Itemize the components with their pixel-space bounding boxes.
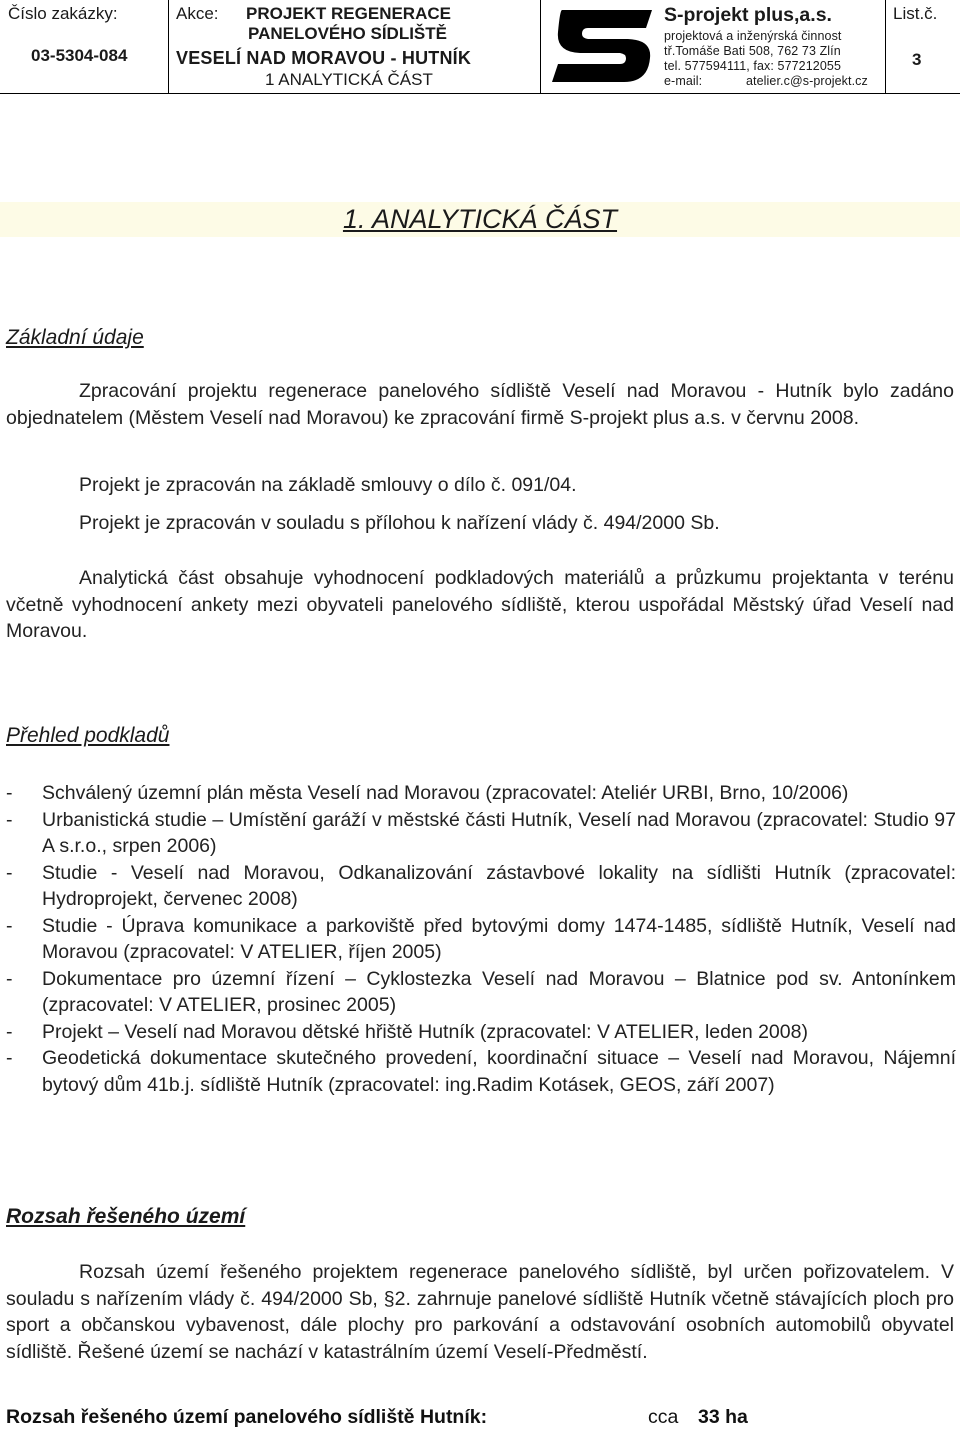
header-bottom-rule (0, 93, 960, 94)
action-label: Akce: (176, 4, 219, 23)
project-name-line3: VESELÍ NAD MORAVOU - HUTNÍK (176, 48, 472, 68)
firm-activity: projektová a inženýrská činnost (664, 29, 842, 43)
project-name-line1: PROJEKT REGENERACE (246, 4, 451, 23)
list-dash: - (6, 861, 13, 884)
scope-summary-label: Rozsah řešeného území panelového sídliště Hutník: (6, 1406, 488, 1428)
list-item-text: Dokumentace pro územní řízení – Cyklostezka Veselí nad Moravou – Blatnice pod sv. Antonínkem (zpracovatel: V ATELIER, prosinec 2005) (42, 967, 956, 1016)
paragraph-contract: Projekt je zpracován na základě smlouvy o dílo č. 091/04. (79, 474, 577, 496)
section-heading-sources: Přehled podkladů (6, 724, 170, 747)
list-item (6, 807, 956, 860)
paragraph-assignment (6, 378, 954, 431)
order-number: 03-5304-084 (31, 46, 128, 65)
paragraph-text: Rozsah území řešeného projektem regenerace panelového sídliště, byl určen pořizovatelem. V souladu s nařízením vlády č. 494/2000 Sb, §2. zahrnuje panelové sídliště Hutník včetně stávajících ploch pro sport a občanskou vybavenost, dále plochy pro parkování a odstavování osobních automobilů obyvatel sídliště. Řešené území se nachází v katastrálním území Veselí-Předměstí. (6, 1261, 954, 1363)
scope-summary-prefix: cca (648, 1406, 679, 1428)
firm-phone: tel. 577594111, fax: 577212055 (664, 59, 841, 73)
list-dash: - (6, 782, 13, 804)
sources-list (6, 780, 956, 1098)
header-divider (540, 0, 541, 94)
section-heading-basic: Základní údaje (6, 326, 144, 349)
s-projekt-logo-icon (548, 6, 658, 86)
list-dash: - (6, 914, 13, 937)
firm-email[interactable]: atelier.c@s-projekt.cz (746, 74, 868, 88)
list-item-text: Geodetická dokumentace skutečného provedení, koordinační situace – Veselí nad Moravou, Nájemní bytový dům 41b.j. sídliště Hutník (zpracovatel: ing.Radim Kotásek, GEOS, září 2007) (42, 1047, 956, 1096)
list-item (6, 1045, 956, 1098)
project-part: 1 ANALYTICKÁ ČÁST (265, 70, 433, 89)
firm-name: S-projekt plus,a.s. (664, 4, 832, 26)
list-dash: - (6, 1047, 13, 1069)
project-name-line2: PANELOVÉHO SÍDLIŠTĚ (248, 24, 447, 43)
list-item-text: Studie - Veselí nad Moravou, Odkanalizování zástavbové lokality na sídlišti Hutník (zpracovatel: Hydroprojekt, červenec 2008) (42, 861, 956, 910)
list-item-text: Urbanistická studie – Umístění garáží v městské části Hutník, Veselí nad Moravou (zpracovatel: Studio 97 A s.r.o., srpen 2006) (42, 808, 956, 857)
list-item-text: Projekt – Veselí nad Moravou dětské hřiště Hutník (zpracovatel: V ATELIER, leden 2008) (42, 1020, 808, 1043)
list-item (6, 1019, 956, 1046)
document-header (0, 0, 960, 94)
list-item (6, 966, 956, 1019)
header-divider (885, 0, 886, 94)
list-item-text: Schválený územní plán města Veselí nad Moravou (zpracovatel: Ateliér URBI, Brno, 10/2006) (42, 782, 849, 804)
order-label: Číslo zakázky: (8, 4, 118, 23)
sheet-label: List.č. (893, 4, 938, 23)
paragraph-text: Zpracování projektu regenerace panelového sídliště Veselí nad Moravou - Hutník bylo zadáno objednatelem (Městem Veselí nad Moravou) ke zpracování firmě S-projekt plus a.s. v červnu 2008. (6, 380, 954, 429)
paragraph-regulation: Projekt je zpracován v souladu s přílohou k nařízení vlády č. 494/2000 Sb. (79, 512, 720, 534)
paragraph-scope (6, 1259, 954, 1365)
list-dash: - (6, 808, 13, 831)
paragraph-analysis (6, 565, 954, 645)
header-divider (168, 0, 169, 94)
list-item-text: Studie - Úprava komunikace a parkoviště před bytovými domy 1474-1485, sídliště Hutník, Veselí nad Moravou (zpracovatel: V ATELIER, říjen 2005) (42, 914, 956, 963)
page-title: 1. ANALYTICKÁ ČÁST (342, 204, 618, 234)
firm-email-label: e-mail: (664, 74, 703, 88)
list-item (6, 780, 956, 807)
firm-address: tř.Tomáše Bati 508, 762 73 Zlín (664, 44, 841, 58)
list-dash: - (6, 967, 13, 990)
list-item (6, 913, 956, 966)
paragraph-text: Analytická část obsahuje vyhodnocení podkladových materiálů a průzkumu projektanta v terénu včetně vyhodnocení ankety mezi obyvateli panelového sídliště, kterou uspořádal Městský úřad Veselí nad Moravou. (6, 567, 954, 642)
list-item (6, 860, 956, 913)
list-dash: - (6, 1020, 13, 1043)
section-heading-scope: Rozsah řešeného území (6, 1205, 246, 1228)
scope-summary-value: 33 ha (698, 1406, 748, 1428)
sheet-number: 3 (912, 50, 922, 69)
